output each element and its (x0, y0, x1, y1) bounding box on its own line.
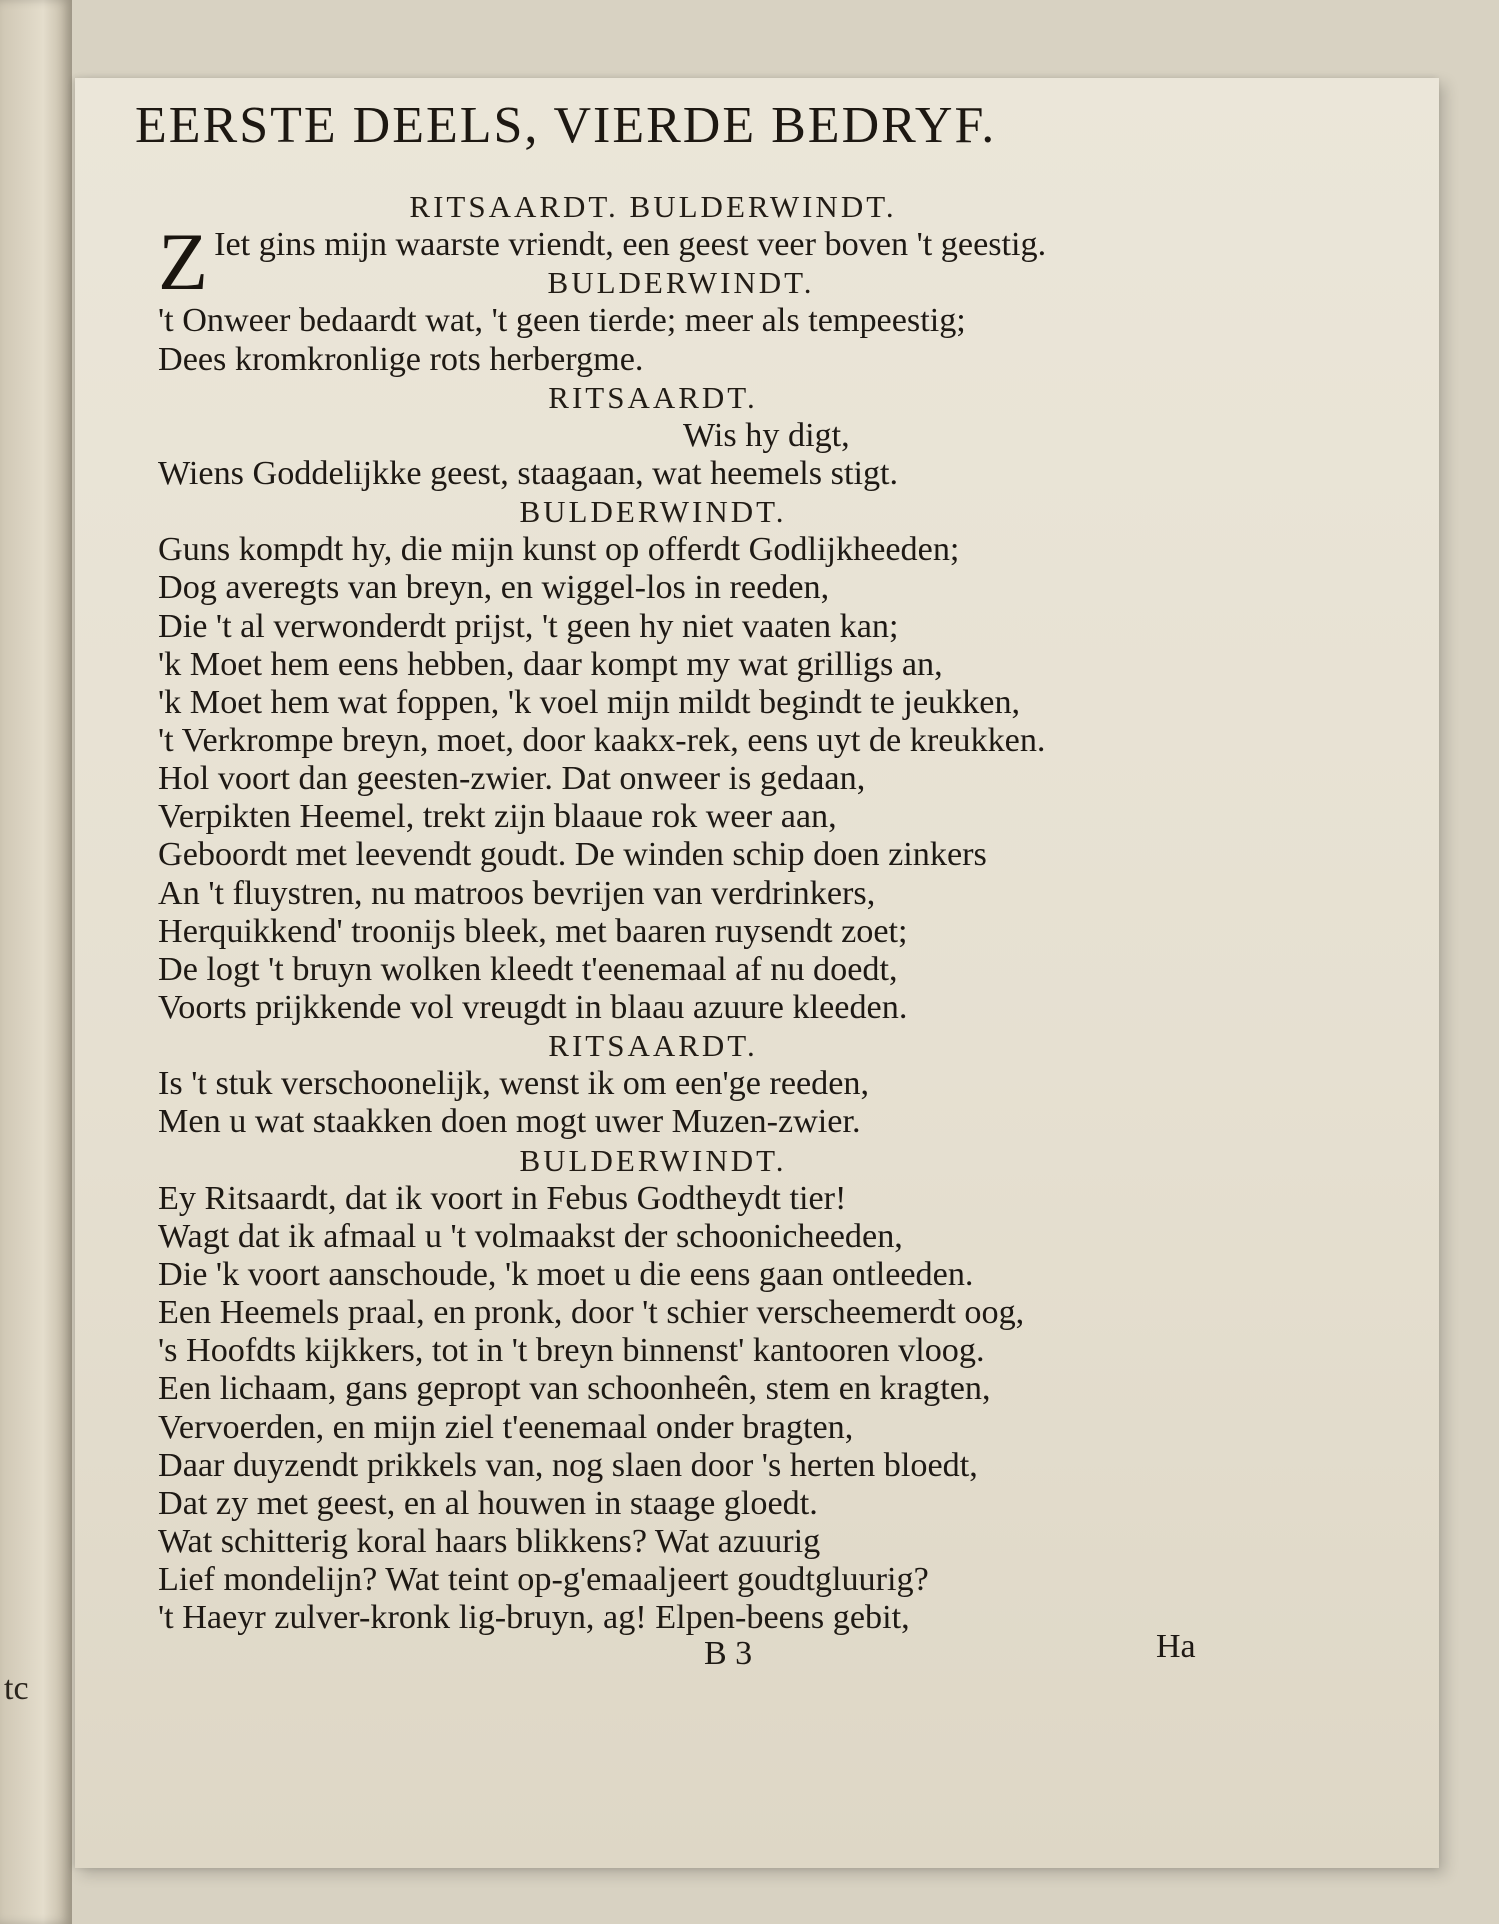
verse-text-block (158, 188, 1148, 1637)
verse-line: 'k Moet hem eens hebben, daar kompt my wat grilligs an, (158, 645, 943, 683)
facing-page-edge (0, 0, 72, 1924)
verse-line: Hol voort dan geesten-zwier. Dat onweer is gedaan, (158, 760, 866, 798)
verse-line: Wiens Goddelijkke geest, staagaan, wat heemels stigt. (158, 454, 899, 492)
verse-line: Verpikten Heemel, trekt zijn blaaue rok weer aan, (158, 798, 837, 836)
verse-line: Is 't stuk verschoonelijk, wenst ik om een'ge reeden, (158, 1065, 870, 1103)
verse-line: Geboordt met leevendt goudt. De winden schip doen zinkers (158, 836, 987, 874)
verse-line: 's Hoofdts kijkkers, tot in 't breyn binnenst' kantooren vloog. (158, 1332, 985, 1370)
speaker-heading: BULDERWINDT. (519, 494, 787, 530)
verse-line: De logt 't bruyn wolken kleedt t'eenemaal af nu doedt, (158, 950, 898, 988)
verse-line: Dees kromkronlige rots herbergme. (158, 340, 644, 378)
verse-line-text: Iet gins mijn waarste vriendt, een geest veer boven 't geestig. (214, 226, 1047, 264)
verse-line: Daar duyzendt prikkels van, nog slaen door 's herten bloedt, (158, 1446, 978, 1484)
running-head: EERSTE DEELS, VIERDE BEDRYF. (135, 97, 997, 154)
verse-line: Een Heemels praal, en pronk, door 't schier verscheemerdt oog, (158, 1294, 1025, 1332)
verse-line: Lief mondelijn? Wat teint op-g'emaaljeert goudtgluurig? (158, 1561, 929, 1599)
verse-line: An 't fluystren, nu matroos bevrijen van verdrinkers, (158, 874, 876, 912)
facing-page-fragment: tc (4, 1670, 29, 1707)
verse-line: Men u wat staakken doen mogt uwer Muzen-zwier. (158, 1103, 861, 1141)
verse-line: Dog averegts van breyn, en wiggel-los in reeden, (158, 569, 830, 607)
catchword: Ha (1156, 1628, 1196, 1665)
verse-line: 't Verkrompe breyn, moet, door kaakx-rek, eens uyt de kreukken. (158, 721, 1046, 759)
verse-line: Die 'k voort aanschoude, 'k moet u die eens gaan ontleeden. (158, 1255, 974, 1293)
verse-line: Een lichaam, gans gepropt van schoonheên, stem en kragten, (158, 1370, 991, 1408)
verse-line: Voorts prijkkende vol vreugdt in blaau azuure kleeden. (158, 988, 908, 1026)
verse-line: 'k Moet hem wat foppen, 'k voel mijn mildt begindt te jeukken, (158, 683, 1021, 721)
verse-line: 't Onweer bedaardt wat, 't geen tierde; meer als tempeestig; (158, 302, 966, 340)
verse-line-indented: Wis hy digt, (683, 416, 850, 454)
speaker-heading: RITSAARDT. (548, 1028, 758, 1064)
verse-line: Vervoerden, en mijn ziel t'eenemaal onder bragten, (158, 1408, 854, 1446)
speaker-heading: BULDERWINDT. (547, 265, 815, 301)
verse-line: Herquikkend' troonijs bleek, met baaren ruysendt zoet; (158, 912, 908, 950)
speaker-heading: RITSAARDT. BULDERWINDT. (409, 189, 897, 224)
speaker-heading: RITSAARDT. (548, 379, 758, 415)
verse-line: Wagt dat ik afmaal u 't volmaakst der schoonicheeden, (158, 1217, 903, 1255)
verse-line: Die 't al verwonderdt prijst, 't geen hy niet vaaten kan; (158, 607, 899, 645)
verse-line: Dat zy met geest, en al houwen in staage gloedt. (158, 1484, 818, 1522)
signature-mark: B 3 (704, 1635, 753, 1672)
verse-line: Ey Ritsaardt, dat ik voort in Febus Godtheydt tier! (158, 1179, 847, 1217)
verse-line: Wat schitterig koral haars blikkens? Wat azuurig (158, 1522, 821, 1560)
speaker-heading: BULDERWINDT. (519, 1142, 787, 1178)
drop-cap: Z (158, 216, 209, 308)
verse-line: 't Haeyr zulver-kronk lig-bruyn, ag! Elpen-beens gebit, (158, 1599, 910, 1637)
verse-line: Guns kompdt hy, die mijn kunst op offerdt Godlijkheeden; (158, 531, 960, 569)
